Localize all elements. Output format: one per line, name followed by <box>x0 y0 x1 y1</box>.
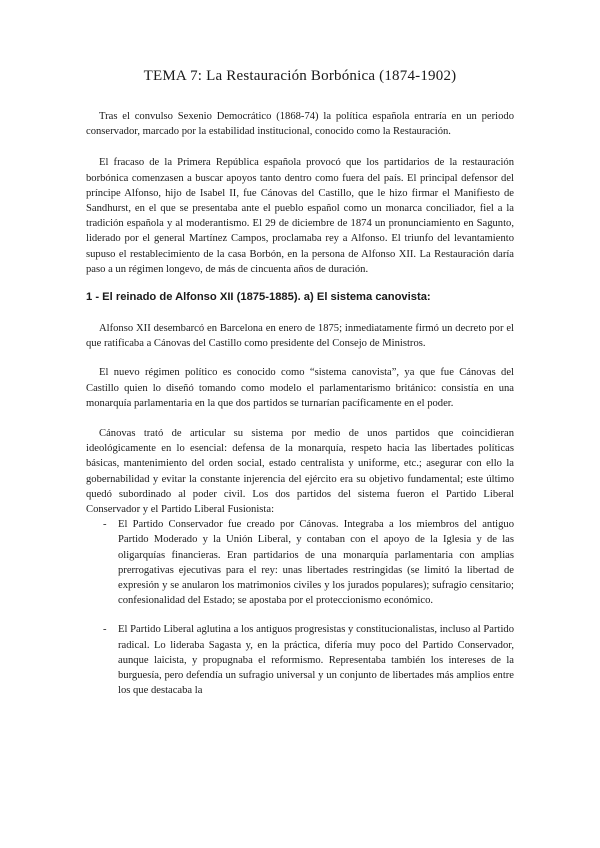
canovista-system-paragraph: El nuevo régimen político es conocido como “sistema canovista”, ya que fue Cánovas del Castillo quien lo diseñó tomando como modelo el parlamentarismo británico: consistía en una monarquía parlamentaria en la que dos partidos se turnarían pacíficamente en el poder. <box>86 367 514 409</box>
document-page <box>86 66 514 699</box>
parties-intro-paragraph: Cánovas trató de articular su sistema por medio de unos partidos que coincidieran ideológicamente en lo esencial: defensa de la monarquía, respeto hacia las libertades políticas básicas, mantenimiento del orden social, estado centralista y uniforme, etc.; asegurar con ello la gobernabilidad y evitar la constante injerencia del ejército era su objetivo fundamental; este último quedó subordinado al poder civil. Los dos partidos del sistema fueron el Partido Liberal Conservador y el Partido Liberal Fusionista: <box>86 428 514 516</box>
list-item <box>86 517 514 608</box>
section-heading: 1 - El reinado de Alfonso XII (1875-1885). a) El sistema canovista: <box>86 291 431 304</box>
list-item <box>86 622 514 698</box>
restoration-background-paragraph: El fracaso de la Primera República española provocó que los partidarios de la restauración borbónica comenzasen a buscar apoyos tanto dentro como fuera del país. El principal defensor del príncipe Alfonso, hijo de Isabel II, fue Cánovas del Castillo, que le hizo firmar el Manifiesto de Sandhurst, en el que se presentaba ante el pueblo español como un monarca conciliador, fiel a la tradición española y al moderantismo. El 29 de diciembre de 1874 un pronunciamiento en Sagunto, liderado por el general Martínez Campos, proclamaba rey a Alfonso. El triunfo del levantamiento supuso el restablecimiento de la casa Borbón, en la persona de Alfonso XII. La Restauración daría paso a un régimen longevo, de más de cincuenta años de duración. <box>86 157 514 275</box>
conservative-party-text: El Partido Conservador fue creado por Cánovas. Integraba a los miembros del antiguo Partido Moderado y la Unión Liberal, y contaban con el apoyo de la Iglesia y de las oligarquías financieras. Eran partidarios de una monarquía parlamentaria con amplias prerrogativas ejecutivas para el rey: unas libertades restringidas (se limitó la libertad de expresión y se anularon los matrimonios civiles y los jurados populares); sufragio censitario; confesionalidad del Estado; se apostaba por el proteccionismo económico. <box>118 519 514 607</box>
party-list <box>86 517 514 698</box>
liberal-party-text: El Partido Liberal aglutina a los antiguos progresistas y constitucionalistas, incluso al Partido radical. Lo lideraba Sagasta y, en la práctica, difería muy poco del Partido Conservador, aunque laicista, y propugnaba el reformismo. Representaba también los intereses de la burguesía, pero defendía un sufragio universal y un conjunto de libertades más amplios entre los que destacaba la <box>118 624 514 697</box>
alfonso-arrival-paragraph: Alfonso XII desembarcó en Barcelona en enero de 1875; inmediatamente firmó un decreto por el que ratificaba a Cánovas del Castillo como presidente del Consejo de Ministros. <box>86 323 514 350</box>
page-title: TEMA 7: La Restauración Borbónica (1874-1902) <box>143 68 457 84</box>
bullet-dash: - <box>103 519 107 531</box>
bullet-dash: - <box>103 624 107 636</box>
intro-paragraph: Tras el convulso Sexenio Democrático (1868-74) la política española entraría en un periodo conservador, marcado por la estabilidad institucional, conocido como la Restauración. <box>86 111 514 138</box>
